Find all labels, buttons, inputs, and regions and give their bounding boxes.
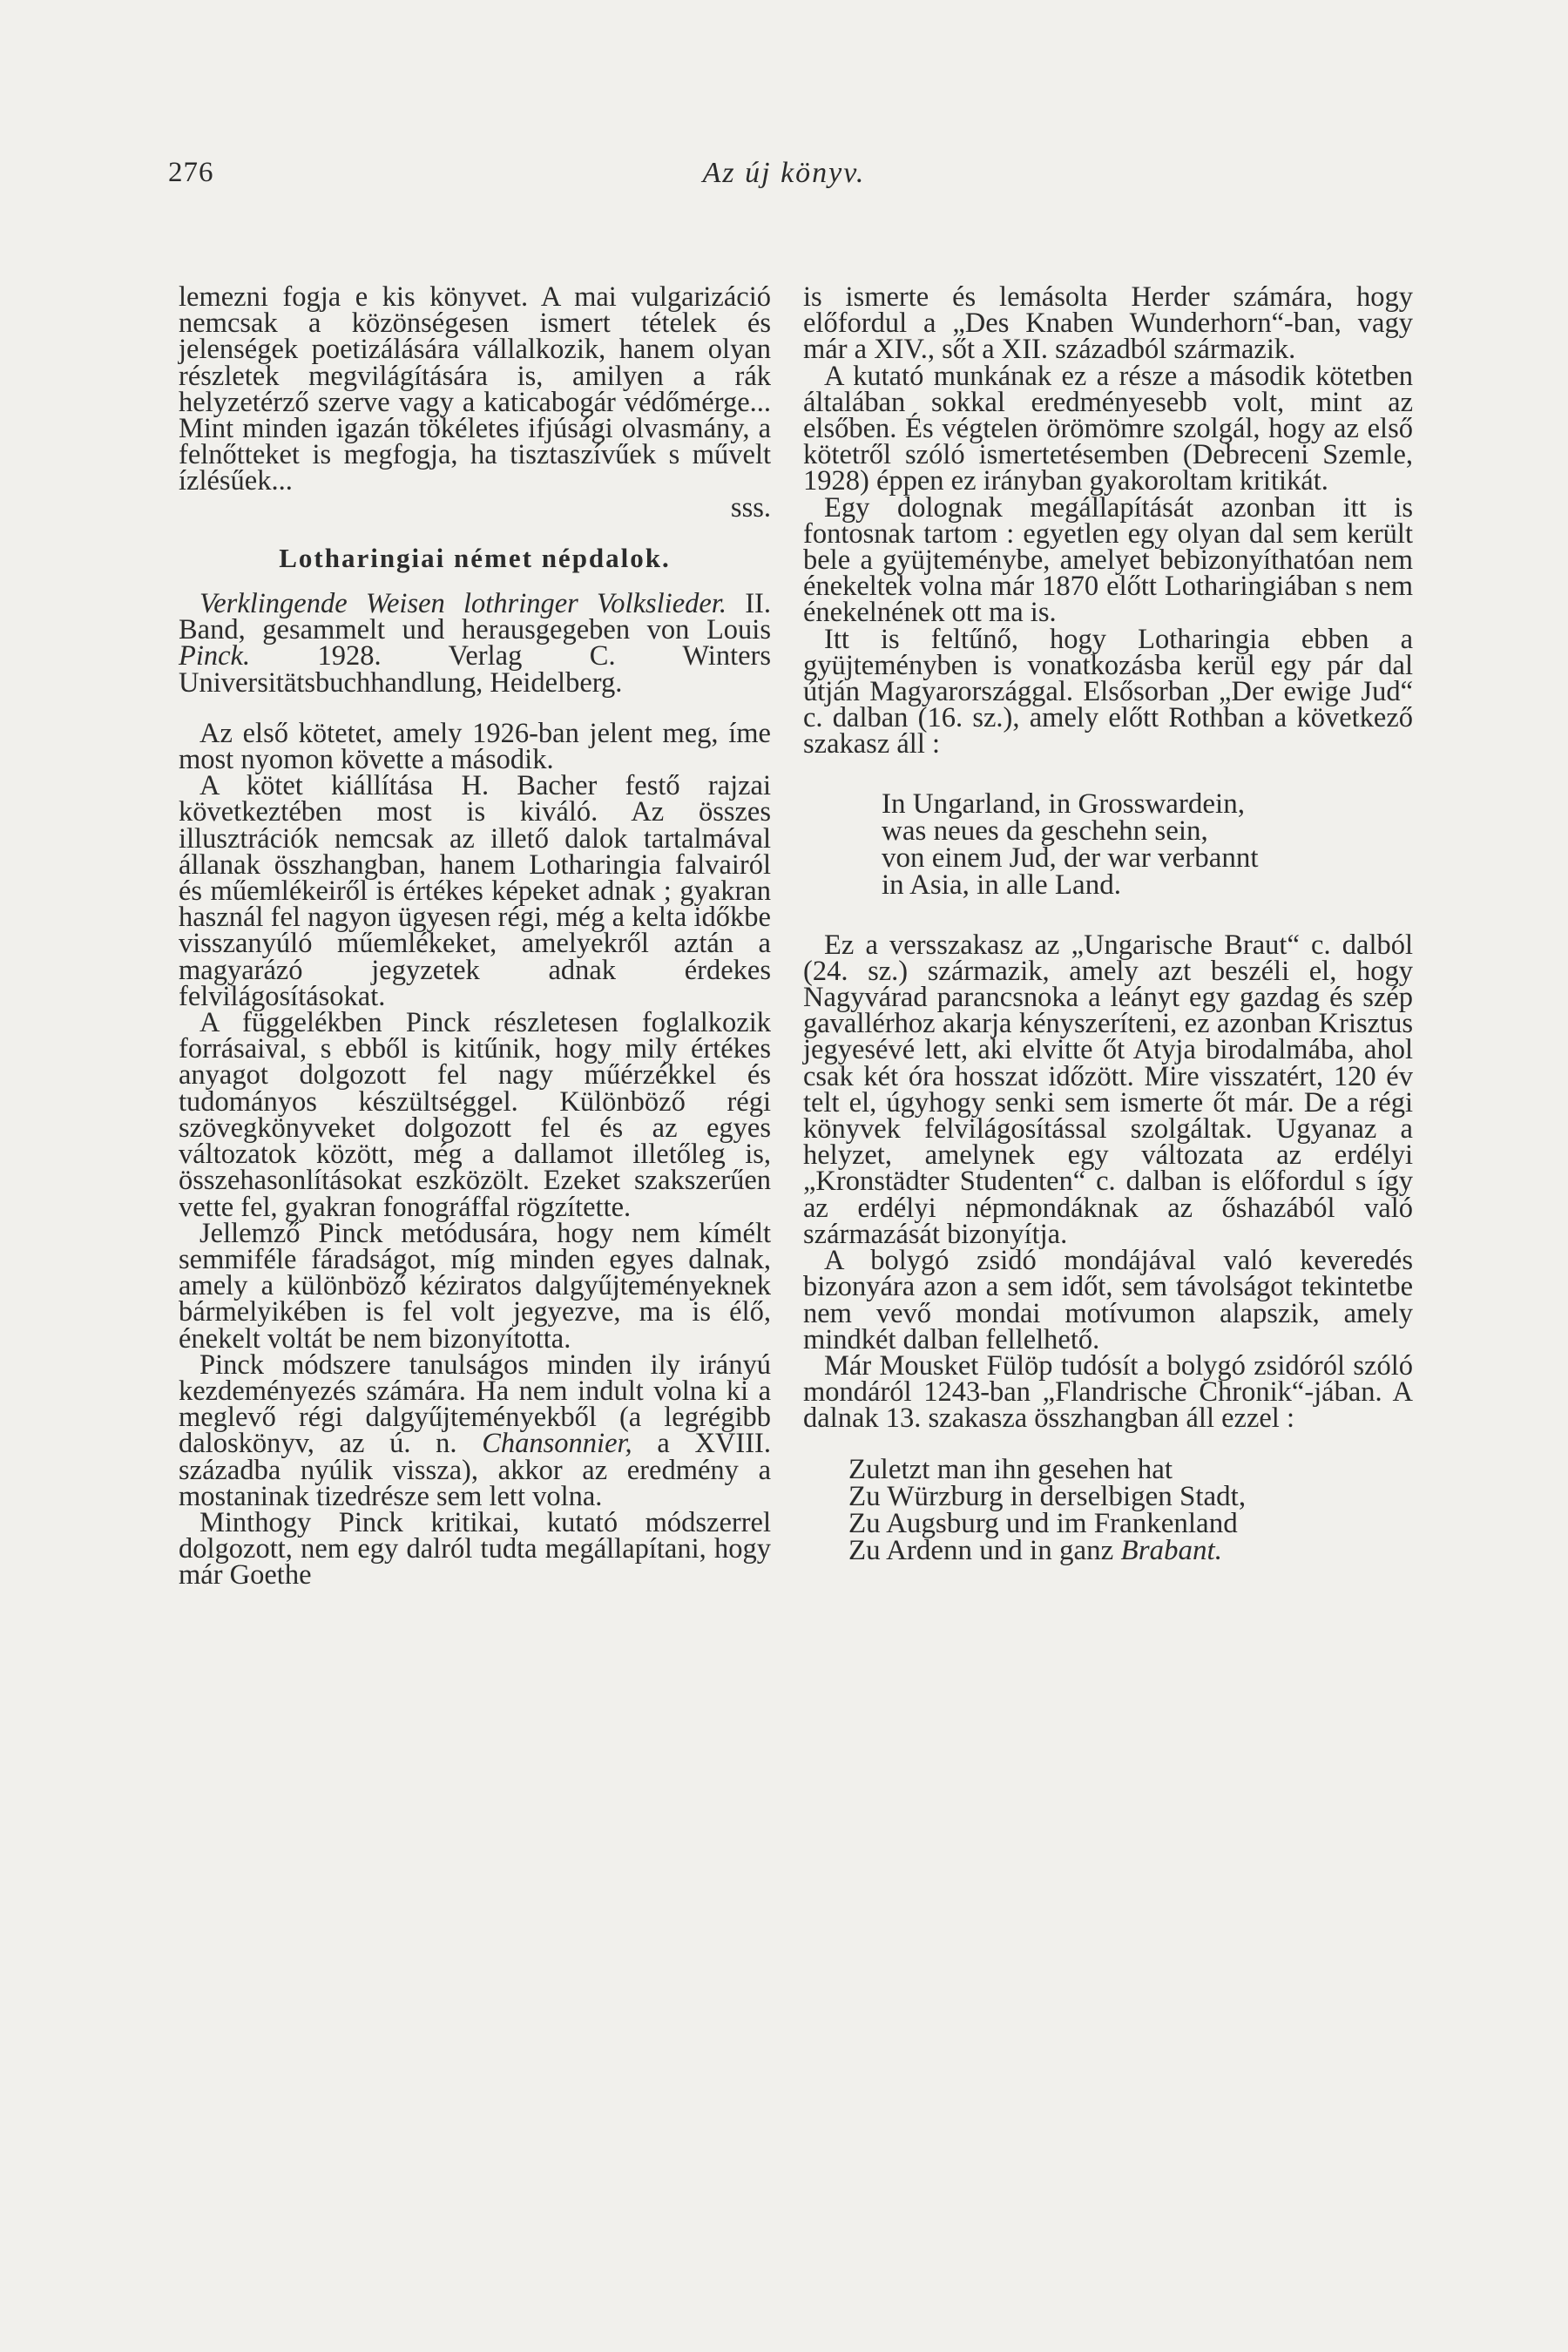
page-header (0, 157, 1568, 200)
verse-line: was neues da geschehn sein, (882, 814, 1208, 847)
paragraph: Ez a versszakasz az „Ungarische Braut“ c. dalból (24. sz.) származik, amely azt beszéli el, hogy Nagyvárad parancsnoka a leányt egy gazdag és szép gavallérhoz akarja kényszeríteni, ez azonban Krisztus jegyesévé lett, aki elvitte őt Atyja birodalmába, ahol csak két óra hosszat időzött. Mire visszatért, 120 év telt el, úgyhogy senki sem ismerte őt már. De a régi könyvek felvilágosítással szolgáltak. Ugyanaz a helyzet, amelynek egy változata az erdélyi „Kronstädter Studenten“ c. dalban is előfordul s így az erdélyi népmondáknak az őshazából való származását bizonyítja. (803, 929, 1413, 1250)
running-title: Az új könyv. (702, 157, 866, 189)
verse-quote (882, 787, 1413, 901)
italic-term: Chansonnier, (482, 1428, 632, 1460)
right-column (803, 281, 1413, 1566)
paragraph: Jellemző Pinck metódusára, hogy nem kímélt semmiféle fáradságot, míg minden egyes dalnak, amely a különböző kéziratos dalgyűjteményeknek bármelyikében is fel volt jegyezve, ma is élő, énekelt voltát be nem bizonyította. (179, 1217, 771, 1355)
paragraph: lemezni fogja e kis könyvet. A mai vulgarizáció nemcsak a közönségesen ismert tételek és jelenségek poetizálására vállalkozik, hanem olyan részletek megvilágítására is, amilyen a rák helyzetérző szerve vagy a katicabogár védőmérge... Mint minden igazán tökéletes ifjúsági olvasmány, a felnőtteket is megfogja, ha tisztaszívűek s művelt ízlésűek... (179, 281, 771, 497)
verse-line (848, 1534, 1413, 1566)
paragraph: A függelékben Pinck részletesen foglalkozik forrásaival, s ebből is kitűnik, hogy mily értékes anyagot dolgozott fel nagy műérzékkel és tudományos készültséggel. Különböző régi szövegkönyveket dolgozott fel és az egyes változatok között, még a dallamot illetőleg is, összehasonlításokat eszközölt. Ezeket szakszerűen vette fel, gyakran fonográffal rögzítette. (179, 1007, 771, 1223)
verse-line: von einem Jud, der war verbannt (882, 841, 1259, 874)
paragraph: A bolygó zsidó mondájával való keveredés bizonyára azon a sem időt, sem távolságot tekintetbe nem vevő mondai motívumon alapszik, amely mindkét dalban fellelhető. (803, 1245, 1413, 1355)
paragraph (179, 1348, 772, 1512)
paragraph: A kutató munkának ez a része a második kötetben általában sokkal eredményesebb volt, mint az elsőben. És végtelen örömömre szolgál, hogy az első kötetről szóló ismertetésemben (Debreceni Szemle, 1928) éppen ez irányban gyakoroltam kritikát. (803, 360, 1413, 497)
place-name: Brabant. (1120, 1534, 1222, 1566)
paragraph: A kötet kiállítása H. Bacher festő rajzai következtében most is kiváló. Az összes illusztrációk nemcsak az illető dalok tartalmával állanak összhangban, hanem Lotharingia falvairól és műemlékeiről is értékes képeket adnak ; gyakran használ fel nagyon ügyesen régi, még a kelta időkbe visszanyúló műemlékeket, amelyekről aztán a magyarázó jegyzetek adnak érdekes felvilágosításokat. (179, 770, 771, 1012)
left-column (179, 281, 772, 1592)
reviewer-signature: sss. (730, 491, 771, 524)
paragraph: Minthogy Pinck kritikai, kutató módszerrel dolgozott, nem egy dalról tudta megállapítani, hogy már Goethe (179, 1506, 771, 1592)
paragraph: Az első kötetet, amely 1926-ban jelent meg, íme most nyomon követte a második. (179, 717, 771, 776)
book-title: Verklingende Weisen lothringer Volkslieder. (199, 588, 727, 620)
verse-line: Zu Augsburg und im Frankenland (848, 1507, 1238, 1539)
book-author: Pinck. (179, 640, 251, 672)
paragraph: Már Mousket Fülöp tudósít a bolygó zsidóról szóló mondáról 1243-ban „Flandrische Chronik“-jában. A dalnak 13. szakasza összhangban áll ezzel : (803, 1349, 1413, 1435)
page-number: 276 (168, 157, 214, 188)
paragraph: Egy dolognak megállapítását azonban itt is fontosnak tartom : egyetlen egy olyan dal sem került bele a gyüjteménybe, amelyet bebizonyíthatóan nem énekeltek volna már 1870 előtt Lotharingiában s nem énekelnének ott ma is. (803, 491, 1413, 629)
paragraph-text: Pinck módszere tanulságos minden ily irányú kezdeményezés számára. Ha nem indult volna ki a meglevő régi dalgyűjteményekből (a legrégibb daloskönyv, az ú. n. (179, 1348, 771, 1460)
verse-line: Zuletzt man ihn gesehen hat (848, 1453, 1173, 1485)
verse-text: Zu Ardenn und in ganz (848, 1534, 1121, 1566)
paragraph: is ismerte és lemásolta Herder számára, hogy előfordul a „Des Knaben Wunderhorn“-ban, vagy már a XIV., sőt a XII. századból származik. (803, 281, 1413, 366)
verse-line: Zu Würzburg in derselbigen Stadt, (848, 1480, 1247, 1512)
bib-text: 1928. Verlag C. Winters Universitätsbuchhandlung, Heidelberg. (179, 640, 771, 699)
verse-line: in Asia, in alle Land. (882, 868, 1121, 901)
section-heading: Lotharingiai német népdalok. (279, 542, 671, 573)
paragraph-text: a XVIII. századba nyúlik vissza), akkor az eredmény a mostaninak tizedrésze sem lett volna. (179, 1428, 772, 1512)
verse-line: In Ungarland, in Grosswardein, (882, 787, 1245, 820)
bibliographic-entry (179, 588, 771, 699)
paragraph: Itt is feltűnő, hogy Lotharingia ebben a gyüjteményben is vonatkozásba kerül egy pár dal útján Magyarországgal. Elsősorban „Der ewige Jud“ c. dalban (16. sz.), amely előtt Rothban a következő szakasz áll : (803, 623, 1413, 760)
verse-quote (848, 1453, 1413, 1566)
bib-text: II. Band, gesammelt und herausgegeben von Louis (179, 588, 771, 646)
